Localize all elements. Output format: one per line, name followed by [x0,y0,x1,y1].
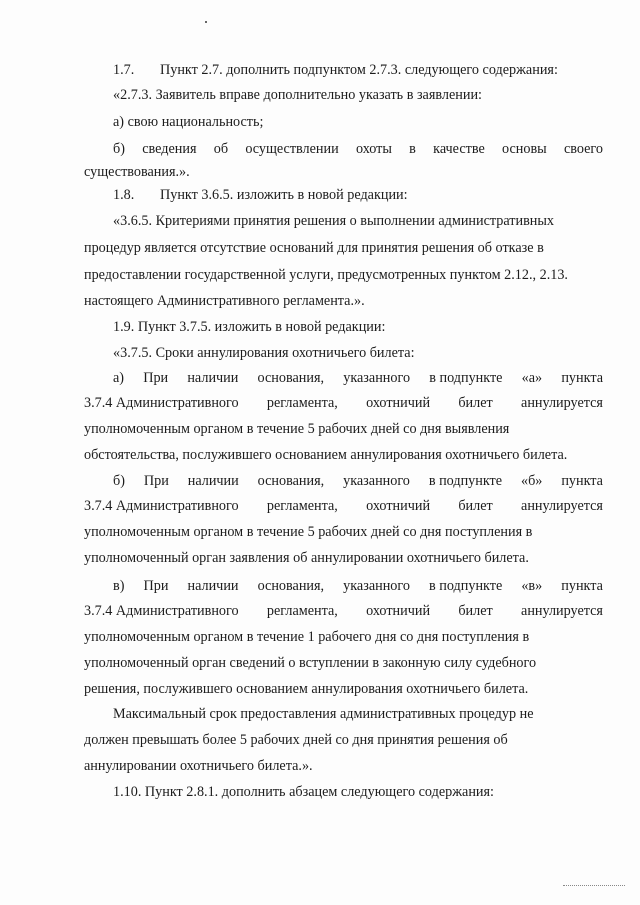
para-v-line5: решения, послужившего основанием аннулирования охотничьего билета. [84,681,529,697]
word: в) [113,578,125,594]
para-max-term-line2: должен превышать более 5 рабочих дней со дня принятия решения об [84,732,508,748]
word: 3.7.4 Административного [84,603,239,619]
word: в подпункте [429,370,503,386]
word: регламента, [266,498,338,514]
word: б) [113,473,125,489]
word: своего [563,141,603,157]
word: основания, [257,473,325,489]
para-b-line3: уполномоченным органом в течение 5 рабочих дней со дня поступления в [84,524,533,540]
word: основы [502,141,547,157]
word: сведения [142,141,197,157]
word: аннулируется [521,603,603,619]
para-1-10: 1.10. Пункт 2.8.1. дополнить абзацем следующего содержания: [113,784,494,800]
word: «а» [521,370,543,386]
word: билет [458,603,493,619]
para-1-9: 1.9. Пункт 3.7.5. изложить в новой редакции: [113,319,386,335]
word: охотничий [366,498,431,514]
word: «в» [521,578,543,594]
word: качестве [433,141,485,157]
word: пункта [561,578,603,594]
word: указанного [343,370,411,386]
para-v-line3: уполномоченным органом в течение 1 рабочего дня со дня поступления в [84,629,530,645]
para-a-line2 [84,394,603,412]
word: наличии [187,578,239,594]
word: указанного [343,578,410,594]
para-item-a: а) свою национальность; [113,114,264,130]
word: При [143,370,169,386]
para-3-6-5-line1: «3.6.5. Критериями принятия решения о выполнении административных [113,213,555,229]
word: При [143,578,169,594]
para-a-line3: уполномоченным органом в течение 5 рабочих дней со дня выявления [84,421,510,437]
word: в [409,141,416,157]
para-a-line1 [113,369,603,387]
para-v-line4: уполномоченный орган сведений о вступлении в законную силу судебного [84,655,537,671]
word: осуществлении [245,141,339,157]
para-3-6-5-line4: настоящего Административного регламента.». [84,293,365,309]
para-1-8-number: 1.8. [113,187,135,203]
word: «б» [520,473,543,489]
word: в подпункте [428,473,503,489]
word: аннулируется [521,498,603,514]
word: б) [113,141,125,157]
para-max-term-line3: аннулировании охотничьего билета.». [84,758,313,774]
para-a-line4: обстоятельства, послужившего основанием аннулирования охотничьего билета. [84,447,568,463]
para-v-line2 [84,602,603,620]
word: При [143,473,169,489]
word: 3.7.4 Административного [84,395,239,411]
word: билет [458,395,493,411]
word: основания, [257,370,325,386]
word: билет [458,498,493,514]
word: охотничий [366,395,431,411]
para-b-line1 [113,472,603,490]
word: основания, [257,578,325,594]
word: охотничий [366,603,431,619]
para-3-6-5-line3: предоставлении государственной услуги, предусмотренных пунктом 2.12., 2.13. [84,267,568,283]
word: наличии [187,370,239,386]
word: регламента, [266,603,338,619]
para-1-7-text: Пункт 2.7. дополнить подпунктом 2.7.3. следующего содержания: [160,62,558,78]
word: охоты [355,141,392,157]
word: пункта [561,370,603,386]
word: указанного [343,473,410,489]
word: аннулируется [521,395,603,411]
para-3-7-5: «3.7.5. Сроки аннулирования охотничьего билета: [113,345,415,361]
word: 3.7.4 Административного [84,498,239,514]
scan-mark [205,21,207,23]
word: а) [113,370,125,386]
para-1-7-number: 1.7. [113,62,135,78]
para-b-line2 [84,497,603,515]
para-max-term-line1: Максимальный срок предоставления административных процедур не [113,706,534,722]
para-item-b-line1 [113,140,603,158]
word: об [213,141,229,157]
para-1-8-text: Пункт 3.6.5. изложить в новой редакции: [160,187,408,203]
para-v-line1 [113,577,603,595]
word: наличии [187,473,239,489]
word: пункта [561,473,603,489]
para-2-7-3: «2.7.3. Заявитель вправе дополнительно указать в заявлении: [113,87,482,103]
word: регламента, [266,395,338,411]
word: в подпункте [429,578,503,594]
para-3-6-5-line2: процедур является отсутствие оснований для принятия решения об отказе в [84,240,544,256]
scan-dotted-mark [563,885,625,886]
para-b-line4: уполномоченный орган заявления об аннулировании охотничьего билета. [84,550,529,566]
para-item-b-line2: существования.». [84,164,190,180]
